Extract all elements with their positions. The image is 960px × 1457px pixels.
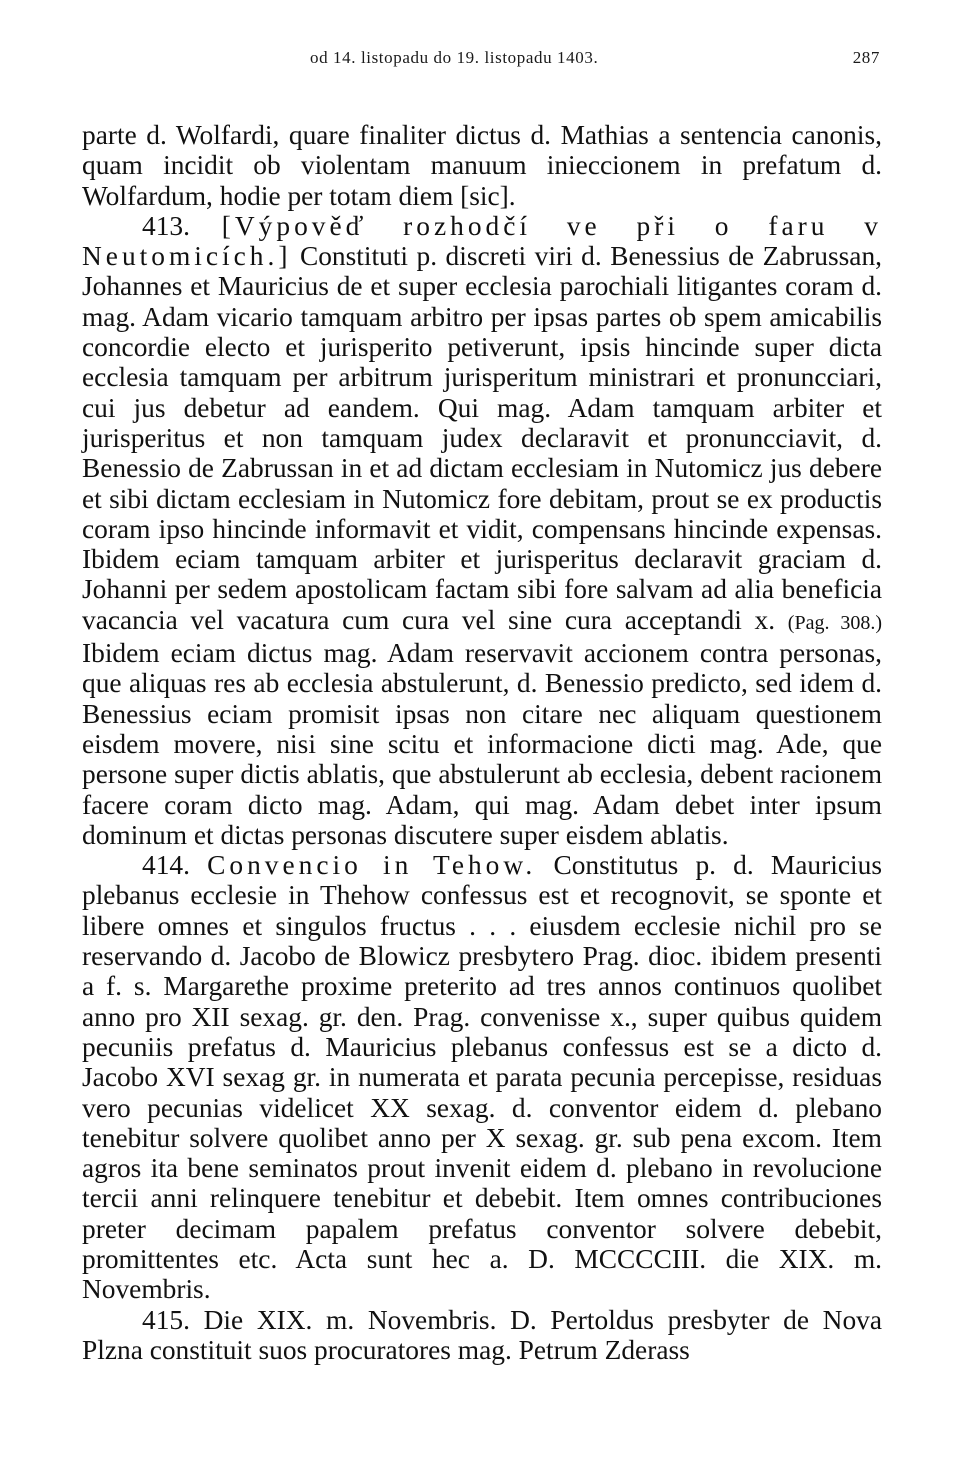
- entry-414: [82, 850, 882, 1304]
- entry-text-continued: Ibidem eciam dictus mag. Adam reservavit accionem contra personas, que aliquas res ab ecclesia abstulerunt, d. Benessio predicto, sed idem d. Benessius eciam promisit ipsas non citare nec aliquam questionem eisdem movere, nisi sine scitu et informacione dicti mag. Ade, que persone super dictis ablatis, que abstulerunt ab ecclesia, debent racionem facere coram dicto mag. Adam, qui mag. Adam debet inter ipsum dominum et dictas personas discutere super eisdem ablatis.: [82, 638, 882, 850]
- entry-text: Constitutus p. d. Mauricius plebanus ecclesie in Thehow confessus est et recognovit, se sponte et libere omnes et singulos fructus . . . eiusdem ecclesie nichil pro se reservando d. Jacobo de Blowicz presbytero Prag. dioc. ibidem presenti a f. s. Margarethe proxime preterito ad tres annos continuos quolibet anno pro XII sexag. gr. den. Prag. convenisse x., super quibus quidem pecuniis prefatus d. Mauricius plebanus confessus est se a dicto d. Jacobo XVI sexag gr. in numerata et parata pecunia percepisse, residuas vero pecunias videlicet XX sexag. d. conventor eidem d. plebano tenebitur solvere quolibet anno per X sexag. gr. sub pena excom. Item agros ita bene seminatos prout invenit eidem d. plebano in revolucione tercii anni relinquere tenebitur et debebit. Item omnes contribuciones preter decimam papalem prefatus conventor solvere debebit, promittentes etc. Acta sunt hec a. D. MCCCCIII. die XIX. m. Novembris.: [82, 850, 882, 1305]
- running-title: od 14. listopadu do 19. listopadu 1403.: [310, 48, 599, 67]
- entry-number: 413.: [142, 210, 190, 241]
- entry-text: Die XIX. m. Novembris. D. Pertoldus presbyter de Nova Plzna constituit suos procuratores mag. Petrum Zderass: [82, 1304, 883, 1365]
- document-page: [82, 40, 882, 1365]
- continuation-paragraph: [82, 120, 882, 211]
- entry-number: 414.: [142, 850, 190, 881]
- page-reference: (Pag. 308.): [787, 611, 882, 634]
- entry-415: [82, 1305, 882, 1366]
- page-number: 287: [852, 48, 880, 67]
- entry-text: Constituti p. discreti viri d. Benessius de Zabrussan, Johannes et Mauricius de et super ecclesia parochiali litigantes coram d. mag. Adam vicario tamquam arbitro per ipsas partes ob spem amicabilis concordie electo et jurisperito petiverunt, ipsis hincinde super dicta ecclesia tamquam per arbitrum jurisperitum ministrari et pronuncciari, cui jus debetur ad eandem. Qui mag. Adam tamquam arbiter et jurisperitus et non tamquam judex declaravit et pronuncciavit, d. Benessio de Zabrussan in et ad dictam ecclesiam in Nutomicz jus debere et sibi dictam ecclesiam in Nutomicz fore debitam, prout se ex productis coram ipso hincinde informavit et vidit, compensans hincinde expensas. Ibidem eciam tamquam arbiter et jurisperitus declaravit graciam d. Johanni per sedem apostolicam factam sibi fore salvam ad alia beneficia vacancia vel vacatura cum cura vel sine cura acceptandi x.: [82, 241, 882, 635]
- entry-title: Convencio in Tehow.: [207, 850, 537, 881]
- entry-number: 415.: [142, 1304, 190, 1335]
- running-header: [82, 40, 882, 70]
- entry-413: [82, 211, 882, 850]
- entry-title: [Výpověď rozhodčí ve při o faru v Neutomicích.]: [82, 210, 882, 272]
- body-text: [82, 120, 882, 1365]
- paragraph-text: parte d. Wolfardi, quare finaliter dictus d. Mathias a sentencia canonis, quam incidit ob violentam manuum inieccionem in prefatum d. Wolfardum, hodie per totam diem [sic].: [82, 120, 882, 211]
